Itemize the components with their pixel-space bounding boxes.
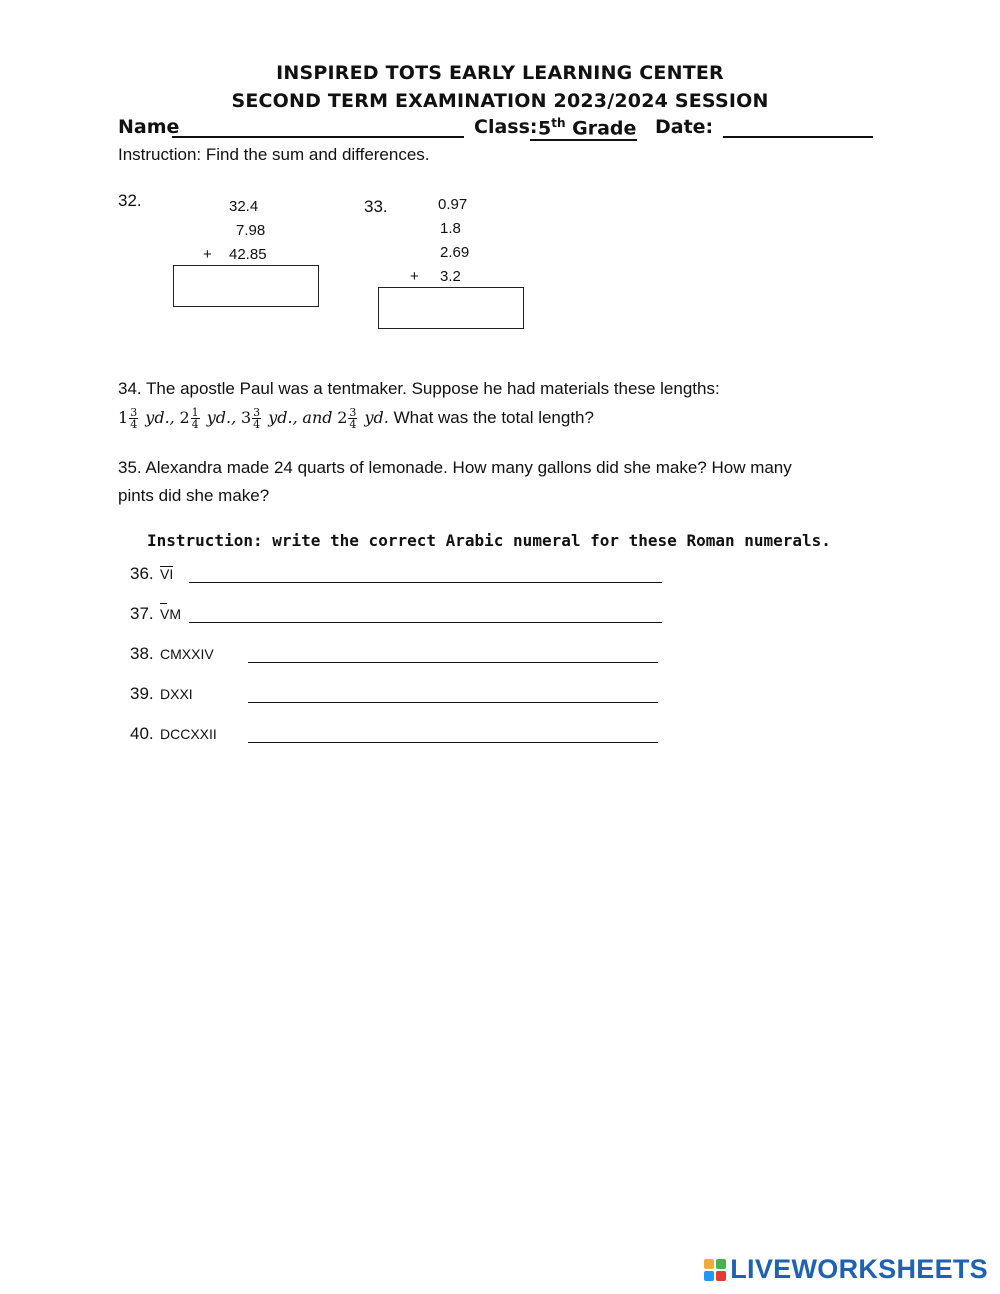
q36-numeral: VI: [160, 566, 174, 582]
class-field[interactable]: [530, 116, 637, 141]
instruction-2: Instruction: write the correct Arabic numeral for these Roman numerals.: [147, 531, 831, 550]
q40-answer-line[interactable]: [248, 742, 658, 743]
date-label: Date:: [655, 116, 714, 138]
q32-addend-2: 7.98: [236, 222, 266, 239]
q33-addend-4: 3.2: [440, 268, 461, 285]
class-value: 5: [538, 117, 552, 140]
class-label: Class:: [474, 116, 538, 138]
q33-addend-2: 1.8: [440, 220, 461, 237]
q34-length-1: 1 $\frac{3}{4}$ yd.,: [118, 406, 175, 431]
q32-plus: +: [203, 246, 212, 263]
liveworksheets-logo: [704, 1254, 988, 1285]
q35-line-1: 35. Alexandra made 24 quarts of lemonade. How many gallons did she make? How many: [118, 458, 792, 477]
q39-numeral: DXXI: [160, 686, 193, 702]
class-sup: th: [551, 116, 566, 130]
school-title: INSPIRED TOTS EARLY LEARNING CENTER: [276, 62, 724, 84]
mark-square-2: [716, 1259, 726, 1269]
q33-answer-box[interactable]: [378, 287, 524, 329]
q32-answer-box[interactable]: [173, 265, 319, 307]
q32-addend-3: 42.85: [229, 246, 267, 263]
q34-question: What was the total length?: [393, 408, 594, 427]
q39-number: 39.: [130, 684, 154, 703]
mark-square-4: [716, 1271, 726, 1281]
exam-title: SECOND TERM EXAMINATION 2023/2024 SESSION: [231, 90, 769, 112]
q33-addend-3: 2.69: [440, 244, 470, 261]
class-grade: Grade: [565, 117, 637, 140]
q34-and-word: and: [302, 408, 333, 427]
q37-number: 37.: [130, 604, 154, 623]
date-field[interactable]: [723, 136, 873, 138]
q34-lengths-line: [118, 403, 594, 432]
q33-plus: +: [410, 268, 419, 285]
q38-number: 38.: [130, 644, 154, 663]
q34-length-2: 2 $\frac{1}{4}$ yd.,: [179, 406, 237, 431]
q34-text: 34. The apostle Paul was a tentmaker. Suppose he had materials these lengths:: [118, 379, 720, 398]
q34-length-4: 2 $\frac{3}{4}$ yd.: [337, 406, 389, 431]
q40-numeral: DCCXXII: [160, 726, 217, 742]
q38-numeral: CMXXIV: [160, 646, 214, 662]
instruction-1: Instruction: Find the sum and differences.: [118, 145, 430, 164]
q32-number: 32.: [118, 191, 142, 210]
q33-addend-1: 0.97: [438, 196, 468, 213]
liveworksheets-mark-icon: [704, 1259, 726, 1281]
q33-number: 33.: [364, 197, 388, 216]
name-field[interactable]: [172, 136, 464, 138]
q34-length-3: 3 $\frac{3}{4}$ yd.,: [240, 406, 298, 431]
q37-numeral: VM: [160, 606, 181, 622]
mark-square-3: [704, 1271, 714, 1281]
q36-number: 36.: [130, 564, 154, 583]
q37-answer-line[interactable]: [189, 622, 662, 623]
mark-square-1: [704, 1259, 714, 1269]
q38-answer-line[interactable]: [248, 662, 658, 663]
q36-answer-line[interactable]: [189, 582, 662, 583]
name-label: Name: [118, 116, 180, 138]
q32-addend-1: 32.4: [229, 198, 259, 215]
q35-line-2: pints did she make?: [118, 486, 270, 505]
q39-answer-line[interactable]: [248, 702, 658, 703]
q40-number: 40.: [130, 724, 154, 743]
liveworksheets-wordmark: LIVEWORKSHEETS: [730, 1254, 988, 1284]
